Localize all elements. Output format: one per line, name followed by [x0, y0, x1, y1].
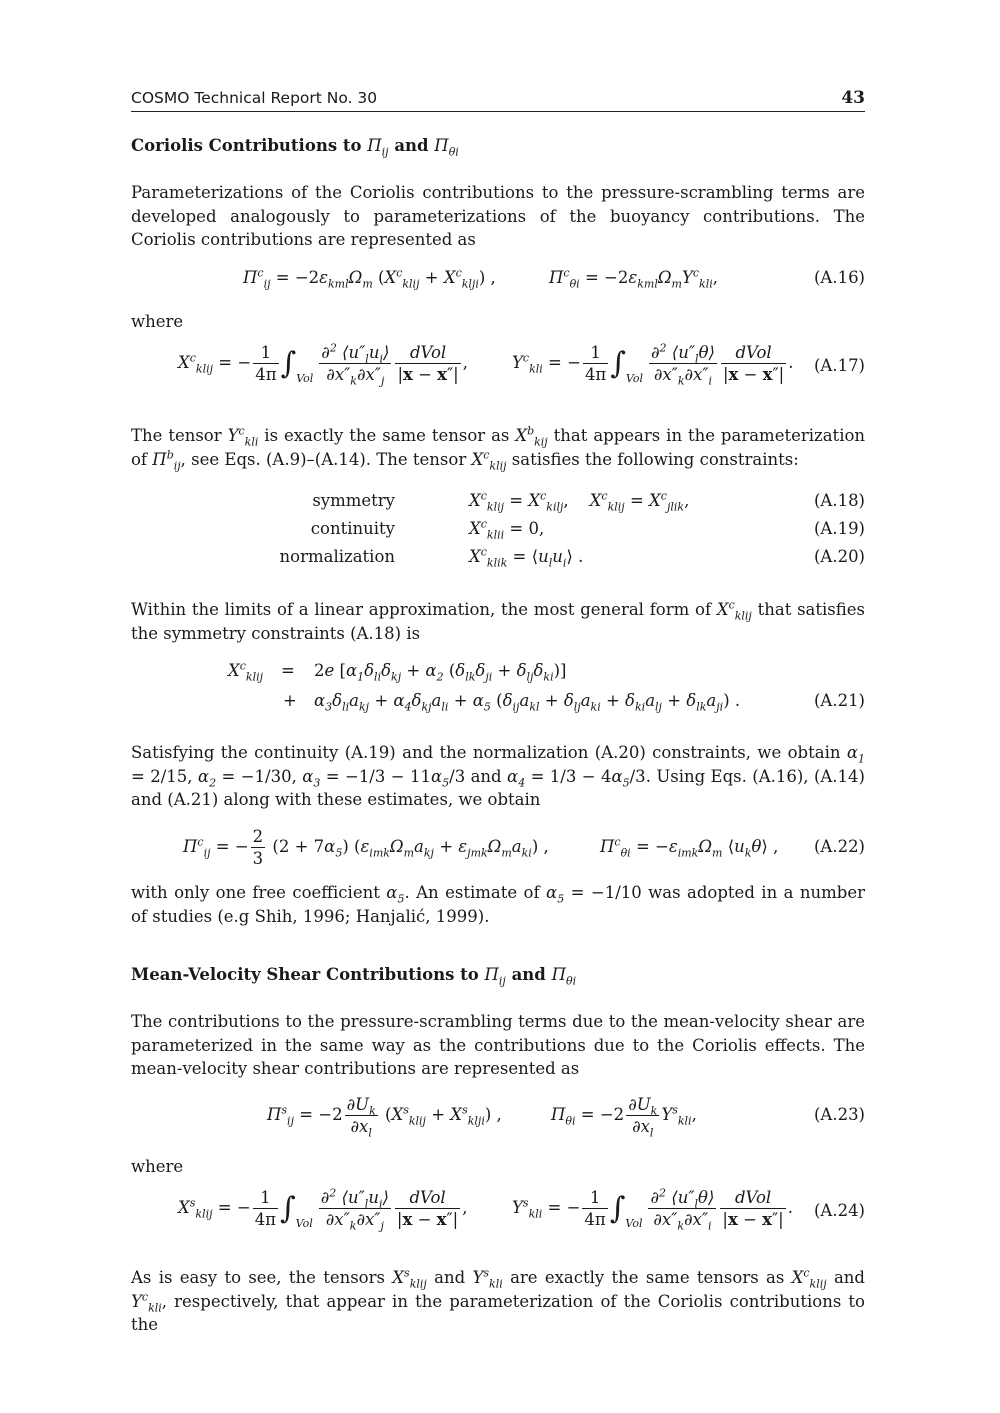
- page-number: 43: [841, 88, 865, 108]
- paragraph-shear-intro: The contributions to the pressure-scrambling terms due to the mean-velocity shear are parameterized in the same way as the contributions due to the Coriolis effects. The mean-velocity shear contributions are represented as: [131, 1012, 865, 1078]
- paragraph-continuity: Satisfying the continuity (A.19) and the normalization (A.20) constraints, we obtain $\alpha_1 = 2/15$, $\alpha_2 = -1/30$, $\alpha_3 = -1/3 - 11\alpha_5/3$ and $\alpha_4 = 1/3 - 4\alpha_5/3$. Using Eqs. (A.16), (A.14) and (A.21) along with these estimates, we obtain: [131, 743, 866, 809]
- paragraph-free-coefficient: with only one free coefficient $\alpha_5$. An estimate of $\alpha_5 = -1/10$ was adopted in a number of studies (e.g Shih, 1996; Hanjalić, 1999).: [131, 883, 866, 926]
- paragraph-tensor-y: The tensor $Y^c_{kli}$ is exactly the same tensor as $X^b_{kij}$ that appears in the parameterization of $\Pi^b_{ij}$, see Eqs. (A.9)–(A.14). The tensor $X^c_{klij}$ satisfies the following constraints:: [131, 424, 866, 472]
- section-heading-coriolis: Coriolis Contributions to $\Pi_{ij}$ and $\Pi_{\theta i}$: [131, 136, 459, 159]
- where-label-2: where: [131, 1157, 184, 1176]
- equation-a17: $X^c_{klij}$ = − $\frac{1}{4\pi}$ $\int_{Vol}$ $\frac{\partial^2 ⟨u''_lu_i⟩}{\partial x''_k\partial x''_j}$ $\frac{\text{dVol}}{|x - x''|}$ , $Y^c_{kli}$ = − $\frac{1}{4\pi}$ $\int_{Vol}$ $\frac{\partial^2 ⟨u''_l\theta⟩}{\partial x''_k\partial x''_i}$ $\frac{\text{dVol}}{|x - x''|}$ . (A.17): [178, 341, 865, 388]
- paragraph-tensors-same: As is easy to see, the tensors $X^s_{klij}$ and $Y^s_{kli}$ are exactly the same tensors as $X^c_{klij}$ and $Y^c_{kli}$, respectively, that appear in the parameterization of the Coriolis contributions to the: [131, 1266, 865, 1334]
- constraint-symmetry: symmetry $X^c_{klij} = X^c_{kilj}$, $X^c_{klij} = X^c_{jlik}$, (A.18): [312, 489, 865, 514]
- report-title: COSMO Technical Report No. 30: [131, 89, 378, 107]
- equation-a23: $\Pi^s_{ij} = -2$ $\frac{\partial U_k}{\partial x_l}$ $(X^s_{klij} + X^s_{klji})$ , $\Pi_{\theta i} = -2$ $\frac{\partial U_k}{\partial x_l}$ $Y^s_{kli}$, (A.23): [267, 1095, 865, 1140]
- header-rule: [131, 111, 865, 112]
- constraint-continuity: continuity $X^c_{klii} = 0$, (A.19): [310, 517, 865, 542]
- section-heading-shear: Mean-Velocity Shear Contributions to $\Pi_{ij}$ and $\Pi_{\theta i}$: [131, 965, 577, 988]
- equation-a24: $X^s_{klij}$ = − $\frac{1}{4\pi}$ $\int_{Vol}$ $\frac{\partial^2 ⟨u''_lu_i⟩}{\partial x''_k\partial x''_j}$ $\frac{\text{dVol}}{|x - x''|}$ , $Y^s_{kli}$ = − $\frac{1}{4\pi}$ $\int_{Vol}$ $\frac{\partial^2 ⟨u''_l\theta⟩}{\partial x''_k\partial x''_i}$ $\frac{\text{dVol}}{|x - x''|}$ . (A.24): [178, 1186, 865, 1233]
- equation-a16: $\Pi^c_{ij} = -2\varepsilon_{kml}\Omega_m$ $(X^c_{klij} + X^c_{klji})$ , $\Pi^c_{\theta i} = -2\varepsilon_{kml}\Omega_mY^c_{kli}$, (A.16): [243, 266, 865, 291]
- where-label-1: where: [131, 312, 184, 331]
- paragraph-linear: Within the limits of a linear approximation, the most general form of $X^c_{klij}$ that satisfies the symmetry constraints (A.18) is: [131, 598, 865, 643]
- constraint-normalization: normalization $X^c_{klik}$ = $⟨u_lu_i⟩$ . (A.20): [279, 545, 865, 570]
- equation-a22: $\Pi^c_{ij}$ = − $\frac{2}{3}$ $(2 + 7\alpha_5)$ $(\varepsilon_{imk}\Omega_ma_{kj} + \varepsilon_{jmk}\Omega_ma_{ki})$ , $\Pi^c_{\theta i} = -\varepsilon_{imk}\Omega_m$ $⟨u_k\theta⟩$ , (A.22): [183, 827, 865, 868]
- equation-a21: $X^c_{klij}$ = 2e [$\alpha_1\delta_{li}\delta_{kj} + \alpha_2$ $(\delta_{lk}\delta_{ji} + \delta_{lj}\delta_{ki})$] + $\alpha_3\delta_{li}a_{kj} + \alpha_4\delta_{kj}a_{li} + \alpha_5$ $(\delta_{ij}a_{kl} + \delta_{lj}a_{ki} + \delta_{ki}a_{lj} + \delta_{lk}a_{ji})$ . (A.21): [228, 659, 865, 714]
- paragraph-intro: Parameterizations of the Coriolis contributions to the pressure-scrambling terms are developed analogously to parameterizations of the buoyancy contributions. The Coriolis contributions are represented as: [131, 183, 865, 249]
